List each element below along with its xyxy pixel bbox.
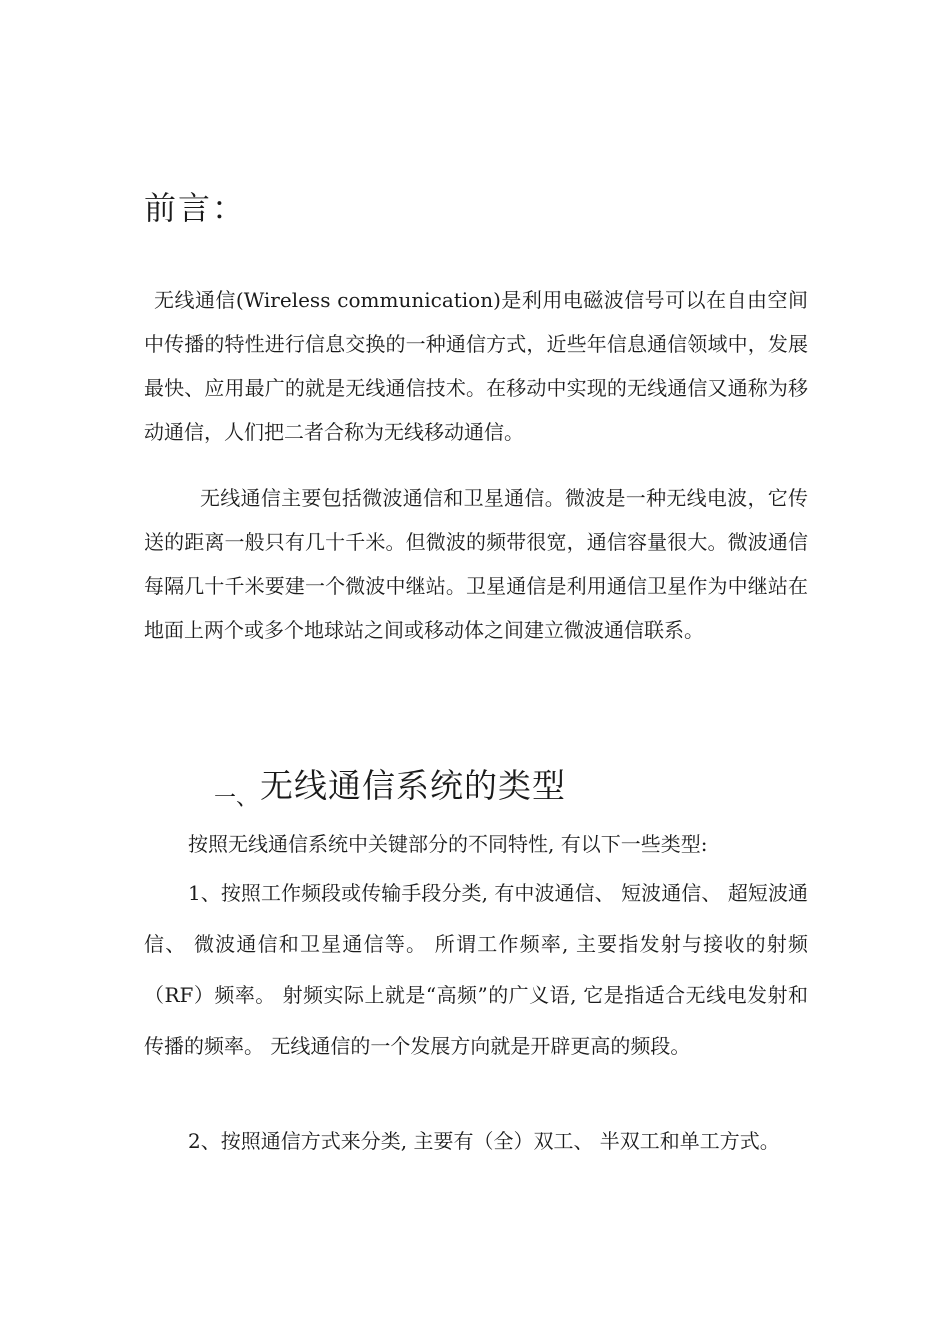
section-number: 一、 [214, 786, 259, 811]
list-item: 2、按照通信方式来分类, 主要有（全）双工、 半双工和单工方式。 [188, 1129, 780, 1153]
page-title: 前言： [144, 189, 247, 227]
preface-paragraph-1: 无线通信(Wireless communication)是利用电磁波信号可以在自由空间中传播的特性进行信息交换的一种通信方式，近些年信息通信领域中，发展最快、应用最广的就是无线通信技术。在移动中实现的无线通信又通称为移动通信，人们把二者合称为无线移动通信。 [144, 288, 808, 444]
section-heading [214, 760, 566, 812]
section-title: 无线通信系统的类型 [260, 766, 567, 805]
section-intro: 按照无线通信系统中关键部分的不同特性, 有以下一些类型: [188, 832, 708, 856]
list-item: 1、按照工作频段或传输手段分类, 有中波通信、 短波通信、 超短波通信、 微波通信和卫星通信等。 所谓工作频率, 主要指发射与接收的射频（RF）频率。 射频实际上就是“高频”的广义语, 它是指适合无线电发射和传播的频率。 无线通信的一个发展方向就是开辟更高的频段。 [144, 881, 808, 1058]
preface-paragraph-2: 无线通信主要包括微波通信和卫星通信。微波是一种无线电波，它传送的距离一般只有几十千米。但微波的频带很宽，通信容量很大。微波通信每隔几十千米要建一个微波中继站。卫星通信是利用通信卫星作为中继站在地面上两个或多个地球站之间或移动体之间建立微波通信联系。 [144, 486, 808, 642]
